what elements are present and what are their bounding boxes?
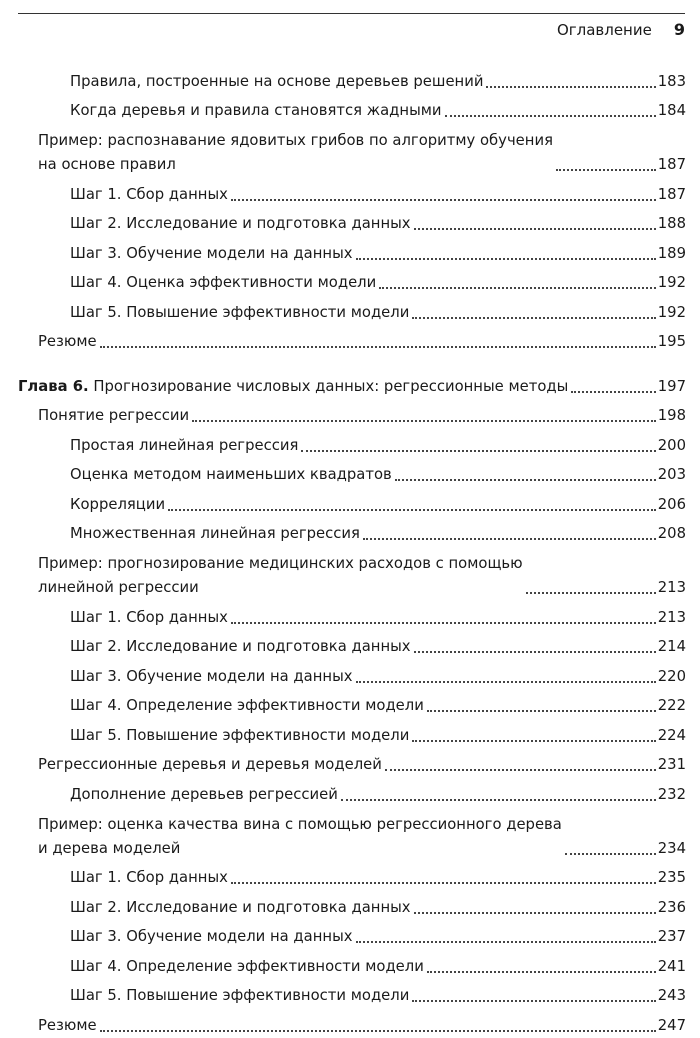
toc-entry-title: Правила, построенные на основе деревьев решений xyxy=(70,72,484,90)
running-head-section: Оглавление xyxy=(556,21,652,39)
dot-leader xyxy=(445,115,656,117)
toc-entry[interactable] xyxy=(0,399,700,429)
toc-chapter-entry[interactable] xyxy=(0,369,700,399)
toc-entry-title: Шаг 4. Определение эффективности модели xyxy=(70,957,424,975)
toc-entry[interactable] xyxy=(0,236,700,266)
toc-entry[interactable] xyxy=(0,266,700,296)
toc-entry-title: Пример: распознавание ядовитых грибов по алгоритму обучения на основе правил xyxy=(38,132,553,173)
toc-entry[interactable] xyxy=(0,979,700,1009)
toc-entry[interactable] xyxy=(0,890,700,920)
toc-entry-title: Шаг 5. Повышение эффективности модели xyxy=(70,303,410,321)
toc-entry[interactable] xyxy=(0,659,700,689)
toc-entry-title: Шаг 2. Исследование и подготовка данных xyxy=(70,638,411,655)
toc-entry-page: 203 xyxy=(657,466,686,483)
toc-entry[interactable] xyxy=(0,487,700,517)
dot-leader xyxy=(301,450,655,452)
dot-leader xyxy=(571,391,655,393)
dot-leader xyxy=(363,538,656,540)
toc-entry[interactable] xyxy=(0,64,700,94)
dot-leader xyxy=(356,258,656,260)
toc-entry-page: 206 xyxy=(657,495,686,513)
dot-leader xyxy=(100,1030,656,1032)
toc-entry-page: 243 xyxy=(657,987,686,1004)
dot-leader xyxy=(565,853,656,855)
toc-entry-page: 235 xyxy=(657,869,686,886)
toc-entry-page: 197 xyxy=(657,377,686,395)
toc-entry-title: Шаг 3. Обучение модели на данных xyxy=(70,244,353,262)
chapter-label: Глава 6. xyxy=(18,377,89,395)
toc-entry-page: 213 xyxy=(657,608,686,626)
toc-entry-title: Глава 6. Прогнозирование числовых данных: регрессионные методы xyxy=(18,377,569,395)
toc-entry-page: 232 xyxy=(657,785,686,803)
toc-entry-page: 220 xyxy=(657,667,686,685)
toc-entry-title: Простая линейная регрессия xyxy=(70,436,299,454)
dot-leader xyxy=(385,769,656,771)
dot-leader xyxy=(379,287,656,289)
dot-leader xyxy=(414,912,656,914)
toc-entry-page: 222 xyxy=(657,697,686,714)
running-head-page-number: 9 xyxy=(673,20,685,39)
toc-entry-page: 247 xyxy=(657,1016,686,1034)
toc-entry[interactable] xyxy=(0,748,700,778)
toc-entry-page: 214 xyxy=(657,638,686,655)
toc-entry[interactable] xyxy=(0,123,700,177)
toc-entry-title: Шаг 3. Обучение модели на данных xyxy=(70,928,353,945)
toc-entry[interactable] xyxy=(0,630,700,660)
toc-entry[interactable] xyxy=(0,689,700,719)
dot-leader xyxy=(412,1000,655,1002)
toc-entry-title: Пример: прогнозирование медицинских расходов с помощью линейной регрессии xyxy=(38,555,523,596)
toc-entry[interactable] xyxy=(0,718,700,748)
dot-leader xyxy=(412,317,655,319)
dot-leader xyxy=(356,941,656,943)
toc-entry-page: 236 xyxy=(657,898,686,916)
toc-entry-title: Понятие регрессии xyxy=(38,407,190,424)
toc-entry[interactable] xyxy=(0,177,700,207)
toc-entry[interactable] xyxy=(0,949,700,979)
toc-entry-page: 234 xyxy=(657,839,686,857)
dot-leader xyxy=(414,228,656,230)
toc-entry-page: 187 xyxy=(657,185,686,203)
toc-entry-title: Оценка методом наименьших квадратов xyxy=(70,466,392,483)
dot-leader xyxy=(100,346,656,348)
toc-entry-title: Множественная линейная регрессия xyxy=(70,525,360,542)
toc-entry-page: 213 xyxy=(657,579,686,596)
toc-entry[interactable] xyxy=(0,295,700,325)
toc-entry-page: 224 xyxy=(657,726,686,744)
dot-leader xyxy=(356,681,656,683)
toc-entry[interactable] xyxy=(0,807,700,861)
dot-leader xyxy=(412,740,655,742)
toc-entry[interactable] xyxy=(0,428,700,458)
toc-entry-title: Дополнение деревьев регрессией xyxy=(70,785,338,803)
toc-entry-page: 188 xyxy=(657,215,686,232)
toc-entry-title: Шаг 5. Повышение эффективности модели xyxy=(70,726,410,744)
header-rule xyxy=(18,13,685,14)
dot-leader xyxy=(414,651,656,653)
toc-entry[interactable] xyxy=(0,546,700,600)
toc-entry-title: Резюме xyxy=(38,1016,97,1034)
toc-entry-page: 231 xyxy=(657,756,686,773)
toc-entry-title: Регрессионные деревья и деревья моделей xyxy=(38,756,382,773)
toc-entry-title: Шаг 5. Повышение эффективности модели xyxy=(70,987,410,1004)
toc-entry[interactable] xyxy=(0,920,700,950)
table-of-contents xyxy=(0,64,700,1038)
dot-leader xyxy=(231,622,656,624)
dot-leader xyxy=(556,169,656,171)
toc-entry-page: 237 xyxy=(657,928,686,945)
dot-leader xyxy=(192,420,656,422)
toc-entry-title: Шаг 4. Оценка эффективности модели xyxy=(70,274,377,291)
toc-entry-page: 241 xyxy=(657,957,686,975)
toc-entry-title: Шаг 1. Сбор данных xyxy=(70,185,228,203)
toc-entry-title: Шаг 3. Обучение модели на данных xyxy=(70,667,353,685)
toc-entry-title: Шаг 2. Исследование и подготовка данных xyxy=(70,898,411,916)
toc-entry-title: Шаг 1. Сбор данных xyxy=(70,608,228,626)
toc-entry[interactable] xyxy=(0,600,700,630)
dot-leader xyxy=(341,799,656,801)
toc-entry-page: 208 xyxy=(657,525,686,542)
dot-leader xyxy=(427,710,656,712)
toc-entry-page: 195 xyxy=(657,333,686,350)
toc-entry-title: Корреляции xyxy=(70,495,166,513)
dot-leader xyxy=(486,86,655,88)
toc-entry[interactable] xyxy=(0,325,700,355)
dot-leader xyxy=(231,199,656,201)
dot-leader xyxy=(427,971,656,973)
toc-entry-title: Резюме xyxy=(38,333,97,350)
toc-entry-title: Шаг 2. Исследование и подготовка данных xyxy=(70,215,411,232)
toc-entry-title: Шаг 4. Определение эффективности модели xyxy=(70,697,424,714)
toc-entry-page: 184 xyxy=(657,102,686,119)
toc-entry-page: 198 xyxy=(657,407,686,424)
dot-leader xyxy=(168,509,656,511)
dot-leader xyxy=(526,592,656,594)
toc-entry[interactable] xyxy=(0,207,700,237)
toc-entry-page: 200 xyxy=(657,436,686,454)
toc-entry[interactable] xyxy=(0,861,700,891)
toc-entry-title: Когда деревья и правила становятся жадными xyxy=(70,102,442,119)
toc-entry-title: Пример: оценка качества вина с помощью регрессионного дерева и дерева моделей xyxy=(38,815,562,857)
toc-entry-page: 189 xyxy=(657,244,686,262)
toc-entry[interactable] xyxy=(0,1008,700,1038)
toc-entry-page: 192 xyxy=(657,274,686,291)
toc-entry-title: Шаг 1. Сбор данных xyxy=(70,869,228,886)
dot-leader xyxy=(231,882,656,884)
toc-entry[interactable] xyxy=(0,777,700,807)
toc-entry[interactable] xyxy=(0,458,700,488)
toc-entry-page: 192 xyxy=(657,303,686,321)
toc-entry-page: 187 xyxy=(657,156,686,173)
toc-entry-page: 183 xyxy=(657,72,686,90)
toc-entry[interactable] xyxy=(0,94,700,124)
running-head xyxy=(557,20,685,39)
toc-entry[interactable] xyxy=(0,517,700,547)
dot-leader xyxy=(395,479,656,481)
